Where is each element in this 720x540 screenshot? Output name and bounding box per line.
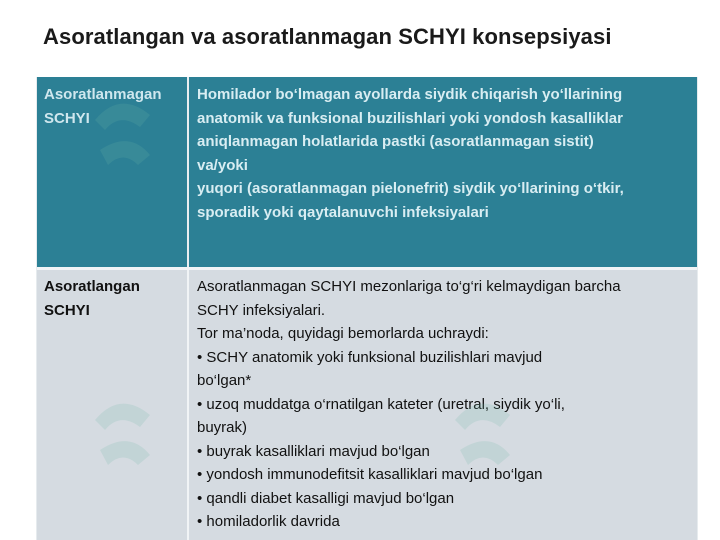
term-line: SCHYI (44, 109, 90, 127)
row-divider (37, 267, 698, 270)
definition-line: Asoratlanmagan SCHYI mezonlariga to‘g‘ri kelmaydigan barcha (197, 278, 621, 295)
table-border (36, 77, 37, 540)
column-divider (187, 268, 189, 540)
definition-line: • yondosh immunodefitsit kasalliklari mavjud bo‘lgan (197, 466, 543, 483)
term-line: SCHYI (44, 301, 90, 319)
definitions-table (37, 77, 698, 540)
definition-line: SCHY infeksiyalari. (197, 301, 326, 319)
term-line: Asoratlanmagan (44, 86, 162, 103)
term-cell-complicated (44, 275, 182, 322)
definition-line: buyrak) (197, 419, 248, 436)
table-border (697, 77, 698, 540)
definition-line: • buyrak kasalliklari mavjud bo‘lgan (197, 442, 430, 460)
definition-line: anatomik va funksional buzilishlari yoki yondosh kasalliklar (197, 109, 623, 127)
definition-line: • homiladorlik davrida (197, 513, 340, 530)
term-line: Asoratlangan (44, 278, 140, 295)
definition-line: sporadik yoki qaytalanuvchi infeksiyalari (197, 203, 489, 221)
slide-title: Asoratlangan va asoratlanmagan SCHYI konsepsiyasi (43, 24, 612, 49)
definition-line: yuqori (asoratlanmagan pielonefrit) siydik yo‘llarining o‘tkir, (197, 180, 624, 197)
column-divider (187, 77, 189, 268)
definition-line: Homilador bo‘lmagan ayollarda siydik chiqarish yo‘llarining (197, 86, 623, 103)
definition-line: • SCHY anatomik yoki funksional buzilishlari mavjud (197, 348, 543, 366)
definition-line: • uzoq muddatga o‘rnatilgan kateter (uretral, siydik yo‘li, (197, 395, 565, 413)
definition-cell-complicated (197, 275, 693, 534)
definition-line: va/yoki (197, 156, 248, 174)
term-cell-uncomplicated (44, 83, 182, 130)
definition-line: Tor ma’noda, quyidagi bemorlarda uchraydi: (197, 325, 489, 342)
definition-line: aniqlanmagan holatlarida pastki (asoratlanmagan sistit) (197, 133, 594, 150)
definition-cell-uncomplicated (197, 83, 693, 224)
definition-line: • qandli diabet kasalligi mavjud bo‘lgan (197, 489, 455, 507)
definition-line: bo‘lgan* (197, 372, 252, 389)
